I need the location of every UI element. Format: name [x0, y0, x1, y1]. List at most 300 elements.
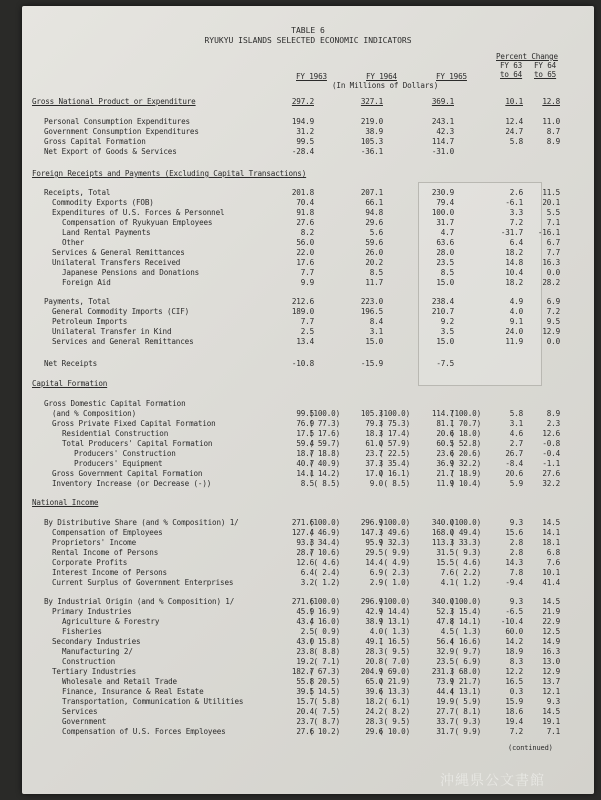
- row-label: Proprietors' Income: [52, 538, 137, 547]
- table-cell-v65: 11.9: [436, 479, 454, 488]
- table-cell-v65: 15.5: [436, 558, 454, 567]
- table-cell-v64: 59.6: [365, 238, 383, 247]
- table-cell-v64: 18.3: [365, 429, 383, 438]
- table-cell-v64: 207.1: [360, 188, 383, 197]
- table-cell-p1: 11.9: [505, 337, 523, 346]
- table-cell-p1: 19.4: [505, 717, 523, 726]
- table-cell-v63: -28.4: [291, 147, 314, 156]
- table-cell-s65: ( 49.4): [450, 528, 481, 537]
- table-cell-s63: ( 0.9): [313, 627, 340, 636]
- row-label: Gross Government Capital Formation: [52, 469, 203, 478]
- table-cell-p1: -8.4: [505, 459, 523, 468]
- table-cell-v65: 52.3: [436, 607, 454, 616]
- table-cell-p2: 27.6: [542, 469, 560, 478]
- col-fy1965: FY 1965: [436, 72, 467, 81]
- table-cell-v64: 20.2: [365, 258, 383, 267]
- table-cell-s65: ( 52.8): [450, 439, 481, 448]
- row-label: Construction: [62, 657, 116, 666]
- table-cell-p1: 5.9: [509, 479, 523, 488]
- table-cell-s64: ( 9.5): [383, 647, 410, 656]
- row-label: Secondary Industries: [52, 637, 141, 646]
- table-cell-v63: 9.9: [300, 278, 314, 287]
- table-cell-v63: 39.5: [296, 687, 314, 696]
- table-cell-p2: 12.5: [542, 627, 560, 636]
- table-cell-v65: 369.1: [431, 97, 454, 106]
- table-cell-v65: 56.4: [436, 637, 454, 646]
- table-cell-s65: ( 1.3): [454, 627, 481, 636]
- table-cell-p1: 20.6: [505, 469, 523, 478]
- table-cell-s65: ( 68.0): [450, 667, 481, 676]
- table-cell-s65: ( 8.1): [454, 707, 481, 716]
- table-cell-v63: 55.8: [296, 677, 314, 686]
- table-cell-s63: ( 10.2): [309, 727, 340, 736]
- table-cell-s64: ( 13.3): [379, 687, 410, 696]
- table-cell-v65: 23.5: [436, 258, 454, 267]
- table-cell-p1: 2.7: [509, 439, 523, 448]
- section-heading: National Income: [32, 498, 99, 507]
- table-cell-s64: ( 35.4): [379, 459, 410, 468]
- row-label: Services & General Remittances: [52, 248, 185, 257]
- table-cell-v64: 29.5: [365, 548, 383, 557]
- table-cell-s63: ( 34.4): [309, 538, 340, 547]
- table-cell-s65: ( 14.1): [450, 617, 481, 626]
- table-cell-v63: 27.6: [296, 218, 314, 227]
- table-cell-s63: ( 8.5): [313, 479, 340, 488]
- table-cell-p2: 18.1: [542, 538, 560, 547]
- section-heading: Foreign Receipts and Payments (Excluding Capital Transactions): [32, 169, 307, 178]
- table-cell-s65: ( 6.9): [454, 657, 481, 666]
- table-cell-v63: 20.4: [296, 707, 314, 716]
- table-cell-v64: 11.7: [365, 278, 383, 287]
- table-cell-s65: ( 9.7): [454, 647, 481, 656]
- table-cell-v64: 39.6: [365, 687, 383, 696]
- col-fy1964: FY 1964: [366, 72, 397, 81]
- row-label: Compensation of U.S. Forces Employees: [62, 727, 226, 736]
- table-cell-p1: 24.7: [505, 127, 523, 136]
- table-cell-s65: ( 4.6): [454, 558, 481, 567]
- table-cell-v65: 21.7: [436, 469, 454, 478]
- table-cell-v64: 15.0: [365, 337, 383, 346]
- table-cell-v65: 27.7: [436, 707, 454, 716]
- table-cell-p1: 15.6: [505, 528, 523, 537]
- table-cell-s64: ( 8.2): [383, 707, 410, 716]
- table-cell-v64: 5.6: [369, 228, 383, 237]
- table-cell-v63: 12.6: [296, 558, 314, 567]
- table-cell-v65: 15.0: [436, 337, 454, 346]
- table-cell-p2: -0.4: [542, 449, 560, 458]
- table-cell-v64: 29.6: [365, 727, 383, 736]
- row-label: Receipts, Total: [44, 188, 111, 197]
- table-cell-s65: ( 2.2): [454, 568, 481, 577]
- row-label: Rental Income of Persons: [52, 548, 159, 557]
- table-cell-s65: ( 16.6): [450, 637, 481, 646]
- table-cell-s65: ( 32.2): [450, 459, 481, 468]
- table-cell-p2: 14.1: [542, 528, 560, 537]
- table-cell-s63: ( 77.3): [309, 419, 340, 428]
- row-label: Compensation of Ryukyuan Employees: [62, 218, 213, 227]
- table-cell-p2: 12.6: [542, 429, 560, 438]
- table-cell-v64: 296.9: [360, 518, 383, 527]
- table-cell-v63: 201.8: [291, 188, 314, 197]
- table-cell-v65: 28.0: [436, 248, 454, 257]
- row-label: Current Surplus of Government Enterprises: [52, 578, 234, 587]
- table-cell-p2: 6.9: [546, 297, 560, 306]
- table-cell-s63: ( 2.4): [313, 568, 340, 577]
- table-cell-v63: 194.9: [291, 117, 314, 126]
- table-cell-v63: 43.4: [296, 617, 314, 626]
- table-cell-v64: 9.0: [369, 479, 383, 488]
- table-cell-p1: 7.2: [509, 727, 523, 736]
- table-cell-s64: ( 75.3): [379, 419, 410, 428]
- table-cell-s64: ( 14.4): [379, 607, 410, 616]
- table-cell-s64: ( 49.6): [379, 528, 410, 537]
- table-cell-s65: (100.0): [450, 518, 481, 527]
- table-cell-v65: 81.1: [436, 419, 454, 428]
- table-cell-v63: 43.0: [296, 637, 314, 646]
- table-cell-p1: 2.6: [509, 188, 523, 197]
- table-cell-s63: ( 7.5): [313, 707, 340, 716]
- table-cell-v65: 4.5: [440, 627, 454, 636]
- table-cell-p2: 11.0: [542, 117, 560, 126]
- table-cell-v63: 18.7: [296, 449, 314, 458]
- row-label: Total Producers' Capital Formation: [62, 439, 213, 448]
- table-cell-v65: 79.4: [436, 198, 454, 207]
- table-cell-p2: 8.9: [546, 137, 560, 146]
- table-cell-s64: (100.0): [379, 409, 410, 418]
- table-cell-v65: -7.5: [436, 359, 454, 368]
- table-cell-p1: 14.8: [505, 258, 523, 267]
- table-cell-s64: ( 9.5): [383, 717, 410, 726]
- table-cell-p1: 26.7: [505, 449, 523, 458]
- row-label: Other: [62, 238, 85, 247]
- table-cell-s65: ( 1.2): [454, 578, 481, 587]
- table-cell-s64: ( 17.4): [379, 429, 410, 438]
- table-cell-v63: 189.0: [291, 307, 314, 316]
- table-cell-v63: 6.4: [300, 568, 314, 577]
- table-cell-p1: 18.9: [505, 647, 523, 656]
- table-cell-p1: -6.1: [505, 198, 523, 207]
- table-cell-p1: 16.5: [505, 677, 523, 686]
- table-cell-p1: 14.2: [505, 637, 523, 646]
- table-cell-s65: ( 20.6): [450, 449, 481, 458]
- row-label: Gross Private Fixed Capital Formation: [52, 419, 216, 428]
- table-cell-v65: 42.3: [436, 127, 454, 136]
- table-cell-s63: ( 16.9): [309, 607, 340, 616]
- table-cell-v63: 93.3: [296, 538, 314, 547]
- table-cell-v64: 296.9: [360, 597, 383, 606]
- table-cell-s63: ( 10.6): [309, 548, 340, 557]
- table-cell-v64: 2.9: [369, 578, 383, 587]
- table-cell-v65: 20.6: [436, 429, 454, 438]
- row-label: Gross National Product or Expenditure: [32, 97, 196, 106]
- col-63-64-line1: FY 63: [500, 61, 523, 70]
- row-label: Producers' Construction: [74, 449, 176, 458]
- table-cell-v63: 3.2: [300, 578, 314, 587]
- table-cell-v65: 33.7: [436, 717, 454, 726]
- table-cell-v63: 27.6: [296, 727, 314, 736]
- table-cell-v63: 23.8: [296, 647, 314, 656]
- table-cell-v65: 31.7: [436, 727, 454, 736]
- table-cell-p2: 14.5: [542, 597, 560, 606]
- row-label: Corporate Profits: [52, 558, 128, 567]
- table-cell-v63: 8.5: [300, 479, 314, 488]
- table-cell-p1: 6.4: [509, 238, 523, 247]
- table-cell-v65: 31.7: [436, 218, 454, 227]
- table-cell-v65: 32.9: [436, 647, 454, 656]
- table-cell-p1: 18.6: [505, 707, 523, 716]
- table-cell-v65: 19.9: [436, 697, 454, 706]
- table-cell-s65: ( 70.7): [450, 419, 481, 428]
- table-cell-v64: 327.1: [360, 97, 383, 106]
- table-cell-s63: ( 46.9): [309, 528, 340, 537]
- row-label: Net Export of Goods & Services: [44, 147, 177, 156]
- table-cell-v64: 42.9: [365, 607, 383, 616]
- table-cell-v64: 105.3: [360, 137, 383, 146]
- table-cell-p1: 2.8: [509, 548, 523, 557]
- table-cell-p1: 10.4: [505, 268, 523, 277]
- table-cell-v64: 61.0: [365, 439, 383, 448]
- row-label: Transportation, Communication & Utilities: [62, 697, 244, 706]
- table-cell-v64: 147.3: [360, 528, 383, 537]
- table-cell-v65: 230.9: [431, 188, 454, 197]
- table-cell-v63: 7.7: [300, 268, 314, 277]
- table-cell-p1: 9.1: [509, 317, 523, 326]
- table-cell-s63: ( 40.9): [309, 459, 340, 468]
- table-cell-v65: 100.0: [431, 208, 454, 217]
- row-label: General Commodity Imports (CIF): [52, 307, 190, 316]
- document-page: [22, 6, 594, 794]
- archive-stamp: 沖縄県公文書館: [440, 773, 545, 789]
- table-cell-s63: (100.0): [309, 597, 340, 606]
- table-cell-s64: ( 16.5): [379, 637, 410, 646]
- table-cell-v65: 63.6: [436, 238, 454, 247]
- row-label: Japanese Pensions and Donations: [62, 268, 200, 277]
- table-cell-p2: 0.0: [546, 337, 560, 346]
- table-cell-s63: ( 16.0): [309, 617, 340, 626]
- table-cell-v65: 73.9: [436, 677, 454, 686]
- row-label: Commodity Exports (FOB): [52, 198, 154, 207]
- row-label: Agriculture & Forestry: [62, 617, 160, 626]
- row-label: Personal Consumption Expenditures: [44, 117, 190, 126]
- table-cell-v64: 94.8: [365, 208, 383, 217]
- table-cell-p1: 14.3: [505, 558, 523, 567]
- table-cell-s64: ( 21.9): [379, 677, 410, 686]
- table-cell-v63: 212.6: [291, 297, 314, 306]
- row-label: Foreign Aid: [62, 278, 111, 287]
- table-cell-v65: 8.5: [440, 268, 454, 277]
- table-cell-v63: 8.2: [300, 228, 314, 237]
- table-cell-s64: ( 7.0): [383, 657, 410, 666]
- table-cell-v64: 79.3: [365, 419, 383, 428]
- table-cell-v65: 231.3: [431, 667, 454, 676]
- table-cell-v63: 99.5: [296, 409, 314, 418]
- table-cell-p1: 7.2: [509, 218, 523, 227]
- row-label: Tertiary Industries: [52, 667, 137, 676]
- table-cell-v65: 9.2: [440, 317, 454, 326]
- table-cell-v64: 29.6: [365, 218, 383, 227]
- table-cell-s65: ( 21.7): [450, 677, 481, 686]
- table-cell-v64: 8.4: [369, 317, 383, 326]
- row-label: Expenditures of U.S. Forces & Personnel: [52, 208, 225, 217]
- table-cell-s64: ( 4.9): [383, 558, 410, 567]
- table-cell-p1: 15.9: [505, 697, 523, 706]
- row-label: Land Rental Payments: [62, 228, 151, 237]
- table-cell-s64: ( 9.9): [383, 548, 410, 557]
- table-cell-p2: 16.3: [542, 647, 560, 656]
- table-cell-v63: 76.9: [296, 419, 314, 428]
- table-cell-v63: 17.5: [296, 429, 314, 438]
- table-cell-v63: 2.5: [300, 627, 314, 636]
- table-cell-v63: 127.4: [291, 528, 314, 537]
- table-cell-v63: 182.7: [291, 667, 314, 676]
- table-cell-v64: -36.1: [360, 147, 383, 156]
- table-cell-p2: 6.8: [546, 548, 560, 557]
- table-cell-v63: 297.2: [291, 97, 314, 106]
- table-cell-v64: 95.9: [365, 538, 383, 547]
- table-cell-p2: 12.1: [542, 687, 560, 696]
- table-cell-p1: 18.2: [505, 278, 523, 287]
- table-cell-p1: -10.4: [500, 617, 523, 626]
- row-label: Gross Domestic Capital Formation: [44, 399, 186, 408]
- table-cell-v64: 6.9: [369, 568, 383, 577]
- table-cell-s65: ( 5.9): [454, 697, 481, 706]
- table-cell-v63: 14.1: [296, 469, 314, 478]
- table-cell-s64: ( 69.0): [379, 667, 410, 676]
- table-cell-s63: ( 4.6): [313, 558, 340, 567]
- table-cell-v65: 114.7: [431, 137, 454, 146]
- table-cell-p2: 7.1: [546, 218, 560, 227]
- continued-note: (continued): [508, 744, 553, 752]
- table-cell-s65: ( 13.1): [450, 687, 481, 696]
- table-cell-p2: 21.9: [542, 607, 560, 616]
- table-cell-s63: ( 5.8): [313, 697, 340, 706]
- table-cell-v65: 168.0: [431, 528, 454, 537]
- row-label: Net Receipts: [44, 359, 98, 368]
- table-cell-p1: 0.3: [509, 687, 523, 696]
- row-label: Producers' Equipment: [74, 459, 163, 468]
- table-cell-p1: 4.0: [509, 307, 523, 316]
- table-cell-p2: 12.8: [542, 97, 560, 106]
- table-cell-p2: 41.4: [542, 578, 560, 587]
- row-label: Inventory Increase (or Decrease (-)): [52, 479, 212, 488]
- table-cell-p2: 16.3: [542, 258, 560, 267]
- row-label: Manufacturing 2/: [62, 647, 133, 656]
- table-cell-p1: -9.4: [505, 578, 523, 587]
- table-cell-v64: 3.1: [369, 327, 383, 336]
- table-cell-s63: ( 7.1): [313, 657, 340, 666]
- table-cell-v65: 238.4: [431, 297, 454, 306]
- table-cell-v63: 13.4: [296, 337, 314, 346]
- table-cell-v63: 19.2: [296, 657, 314, 666]
- table-cell-v65: 47.8: [436, 617, 454, 626]
- table-cell-v64: 18.2: [365, 697, 383, 706]
- row-label: Residential Construction: [62, 429, 169, 438]
- table-cell-p1: 5.8: [509, 409, 523, 418]
- table-cell-s65: ( 18.9): [450, 469, 481, 478]
- row-label: By Distributive Share (and % Composition) 1/: [44, 518, 239, 527]
- table-cell-v65: 23.6: [436, 449, 454, 458]
- table-cell-v65: 7.6: [440, 568, 454, 577]
- table-cell-v63: 59.4: [296, 439, 314, 448]
- table-cell-p1: 24.0: [505, 327, 523, 336]
- table-cell-v65: 243.1: [431, 117, 454, 126]
- table-cell-p2: 12.9: [542, 667, 560, 676]
- table-cell-v65: 60.5: [436, 439, 454, 448]
- table-cell-v63: 28.7: [296, 548, 314, 557]
- table-cell-v63: 31.2: [296, 127, 314, 136]
- table-cell-s63: ( 14.5): [309, 687, 340, 696]
- table-cell-v64: 28.3: [365, 647, 383, 656]
- table-cell-p1: -31.7: [500, 228, 523, 237]
- table-cell-s65: ( 9.9): [454, 727, 481, 736]
- units-label: (In Millions of Dollars): [332, 81, 439, 90]
- row-label: Interest Income of Persons: [52, 568, 167, 577]
- col-fy1963: FY 1963: [296, 72, 327, 81]
- table-cell-v63: 70.4: [296, 198, 314, 207]
- table-cell-s63: ( 17.6): [309, 429, 340, 438]
- table-cell-p1: 4.6: [509, 429, 523, 438]
- table-cell-s65: ( 18.0): [450, 429, 481, 438]
- col-63-64-line2: to 64: [500, 70, 523, 79]
- table-cell-v63: -10.8: [291, 359, 314, 368]
- table-cell-v64: 20.8: [365, 657, 383, 666]
- table-cell-p2: 7.1: [546, 727, 560, 736]
- row-label: Gross Capital Formation: [44, 137, 146, 146]
- table-cell-p1: 18.2: [505, 248, 523, 257]
- table-cell-v65: 4.7: [440, 228, 454, 237]
- row-label: Services and General Remittances: [52, 337, 194, 346]
- table-cell-p2: 7.2: [546, 307, 560, 316]
- table-cell-v63: 45.9: [296, 607, 314, 616]
- table-cell-v65: 4.1: [440, 578, 454, 587]
- table-cell-p2: 14.5: [542, 518, 560, 527]
- table-cell-p1: 2.8: [509, 538, 523, 547]
- table-cell-s64: ( 16.1): [379, 469, 410, 478]
- row-label: Services: [62, 707, 98, 716]
- table-cell-p2: 11.5: [542, 188, 560, 197]
- table-cell-p2: 9.5: [546, 317, 560, 326]
- table-cell-p2: 20.1: [542, 198, 560, 207]
- table-cell-s64: ( 1.0): [383, 578, 410, 587]
- table-cell-v64: 223.0: [360, 297, 383, 306]
- table-cell-v65: -31.0: [431, 147, 454, 156]
- table-cell-s63: ( 8.8): [313, 647, 340, 656]
- table-cell-s65: ( 33.3): [450, 538, 481, 547]
- table-cell-v64: 37.3: [365, 459, 383, 468]
- table-cell-v63: 91.8: [296, 208, 314, 217]
- table-cell-s64: (100.0): [379, 597, 410, 606]
- table-cell-p1: 60.0: [505, 627, 523, 636]
- table-cell-s64: ( 6.1): [383, 697, 410, 706]
- table-cell-v64: 204.9: [360, 667, 383, 676]
- row-label: Government: [62, 717, 107, 726]
- row-label: Primary Industries: [52, 607, 132, 616]
- table-cell-p2: -16.1: [537, 228, 560, 237]
- table-cell-v64: 219.0: [360, 117, 383, 126]
- table-cell-v65: 340.0: [431, 518, 454, 527]
- table-cell-v64: 8.5: [369, 268, 383, 277]
- table-cell-v63: 2.5: [300, 327, 314, 336]
- table-cell-v63: 271.6: [291, 518, 314, 527]
- table-cell-v64: 66.1: [365, 198, 383, 207]
- table-cell-v64: 28.3: [365, 717, 383, 726]
- table-cell-v65: 31.5: [436, 548, 454, 557]
- table-cell-p1: 9.3: [509, 518, 523, 527]
- table-cell-v63: 23.7: [296, 717, 314, 726]
- table-cell-v64: 105.3: [360, 409, 383, 418]
- table-cell-p1: 3.1: [509, 419, 523, 428]
- row-label: Unilateral Transfer in Kind: [52, 327, 172, 336]
